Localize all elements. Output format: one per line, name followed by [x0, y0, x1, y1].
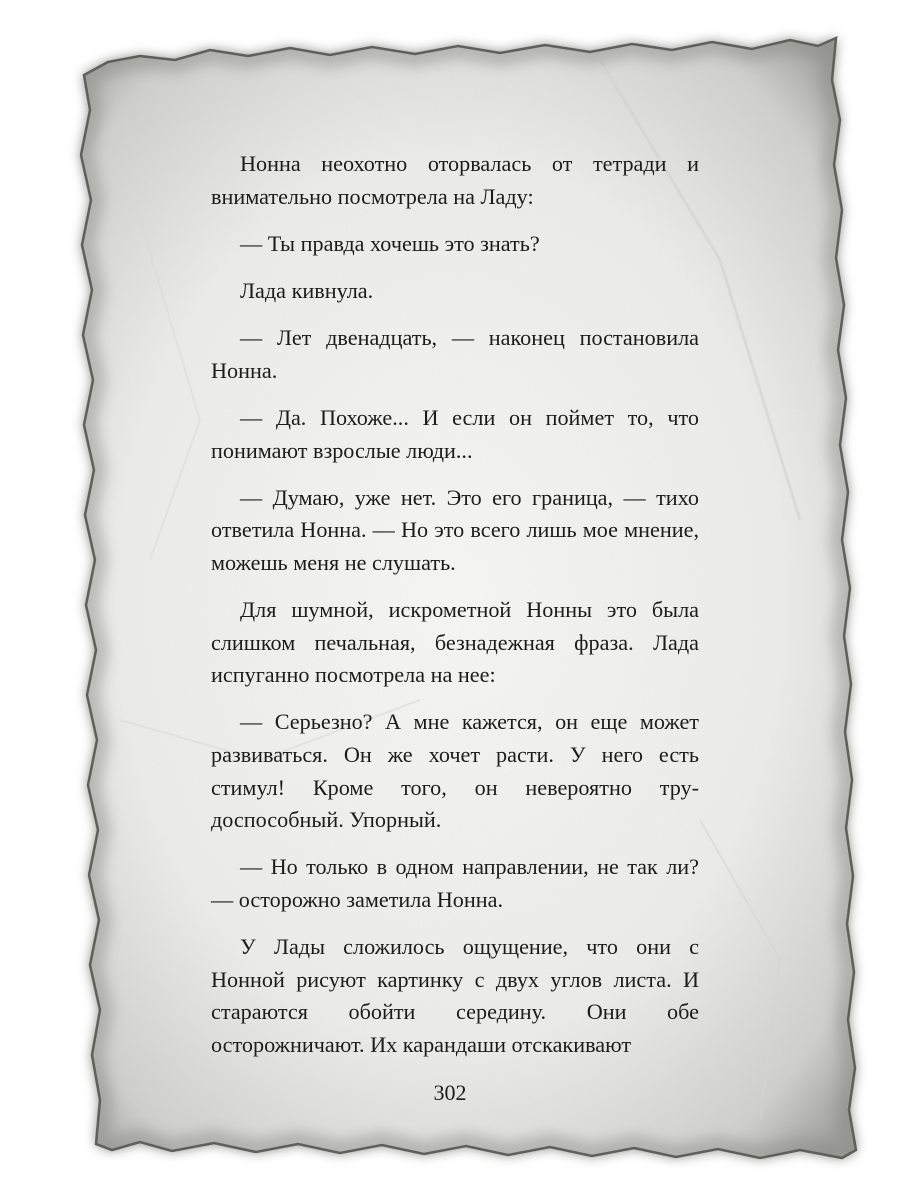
paragraph: Лада кивнула.	[240, 277, 374, 303]
paragraph: — Да. Похоже... И если он поймет то, что понимают взрослые люди...	[211, 404, 699, 463]
paragraph: — Но только в одном направлении, не так ли? — осторожно заметила Нонна.	[211, 854, 699, 913]
paragraph: — Думаю, уже нет. Это его граница, — тихо ответила Нонна. — Но это всего лишь мое мнение, можешь меня не слушать.	[211, 484, 699, 575]
paragraph: — Ты правда хочешь это знать?	[240, 230, 540, 256]
paragraph: У Лады сложилось ощущение, что они с Нонной рисуют картинку с двух углов листа. И стараются обойти середину. Они обе осторожничают. Их карандаши отскакивают	[211, 934, 699, 1057]
paragraph: — Лет двенадцать, — наконец постановила Нонна.	[211, 325, 699, 383]
paragraph: Для шумной, искрометной Нонны это была слишком печальная, безнадежная фраза. Лада испуганно посмотрела на нее:	[211, 597, 699, 688]
body-text	[211, 148, 699, 1076]
paragraph: — Серьезно? А мне кажется, он еще может развиваться. Он же хочет расти. У него есть стимул! Кроме того, он невероятно трудоспособный. Упорный.	[211, 709, 699, 833]
page-number: 302	[433, 1080, 467, 1105]
paragraph: Нонна неохотно оторвалась от тетради и внимательно посмотрела на Ладу:	[211, 151, 699, 209]
